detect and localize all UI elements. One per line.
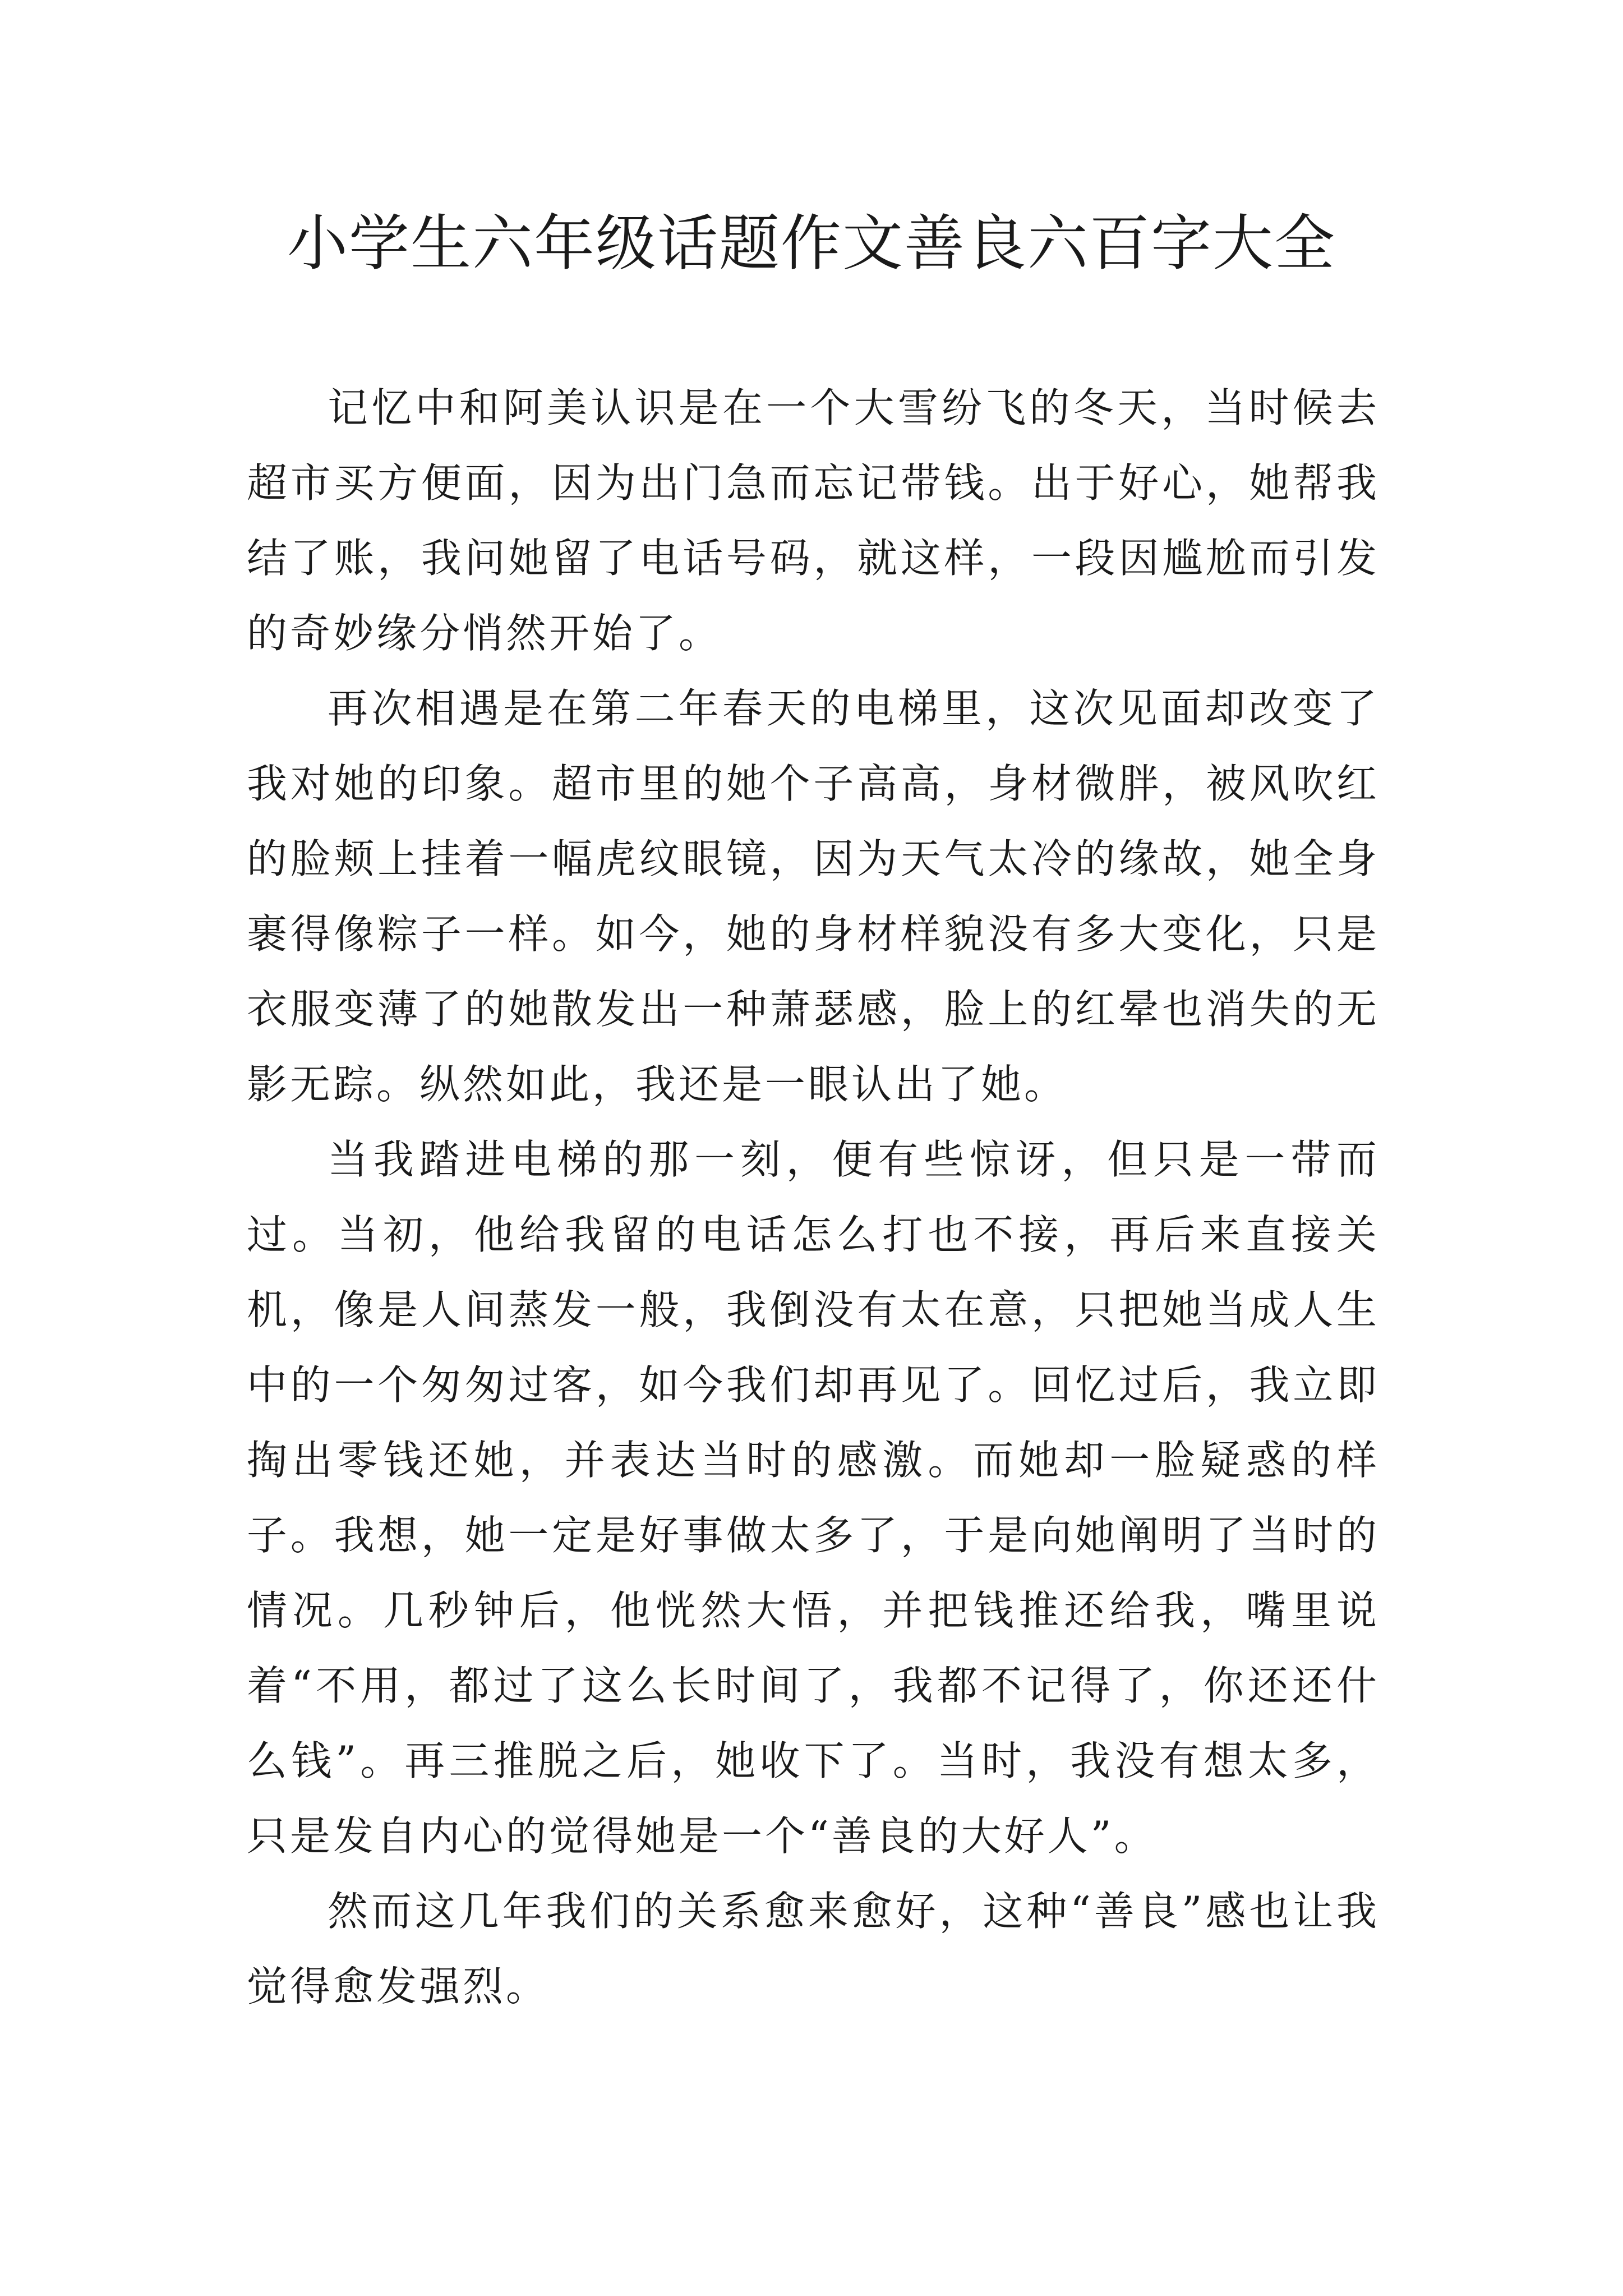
paragraph-1: 记忆中和阿美认识是在一个大雪纷飞的冬天，当时候去超市买方便面，因为出门急而忘记带钱。出于好心，她帮我结了账，我问她留了电话号码，就这样，一段因尴尬而引发的奇妙缘分悄然开始了。: [247, 384, 1380, 657]
paragraph-4: 然而这几年我们的关系愈来愈好，这种“善良”感也让我觉得愈发强烈。: [247, 1888, 1380, 2010]
document-title: 小学生六年级话题作文善良六百字大全: [287, 209, 1336, 279]
document-body: [247, 370, 1380, 2024]
paragraph-2: 再次相遇是在第二年春天的电梯里，这次见面却改变了我对她的印象。超市里的她个子高高，身材微胖，被风吹红的脸颊上挂着一幅虎纹眼镜，因为天气太冷的缘故，她全身裹得像粽子一样。如今，她的身材样貌没有多大变化，只是衣服变薄了的她散发出一种萧瑟感，脸上的红晕也消失的无影无踪。纵然如此，我还是一眼认出了她。: [247, 685, 1380, 1108]
paragraph-3: 当我踏进电梯的那一刻，便有些惊讶，但只是一带而过。当初，他给我留的电话怎么打也不接，再后来直接关机，像是人间蒸发一般，我倒没有太在意，只把她当成人生中的一个匆匆过客，如今我们却再见了。回忆过后，我立即掏出零钱还她，并表达当时的感激。而她却一脸疑惑的样子。我想，她一定是好事做太多了，于是向她阐明了当时的情况。几秒钟后，他恍然大悟，并把钱推还给我，嘴里说着“不用，都过了这么长时间了，我都不记得了，你还还什么钱”。再三推脱之后，她收下了。当时，我没有想太多，只是发自内心的觉得她是一个“善良的大好人”。: [247, 1136, 1380, 1860]
